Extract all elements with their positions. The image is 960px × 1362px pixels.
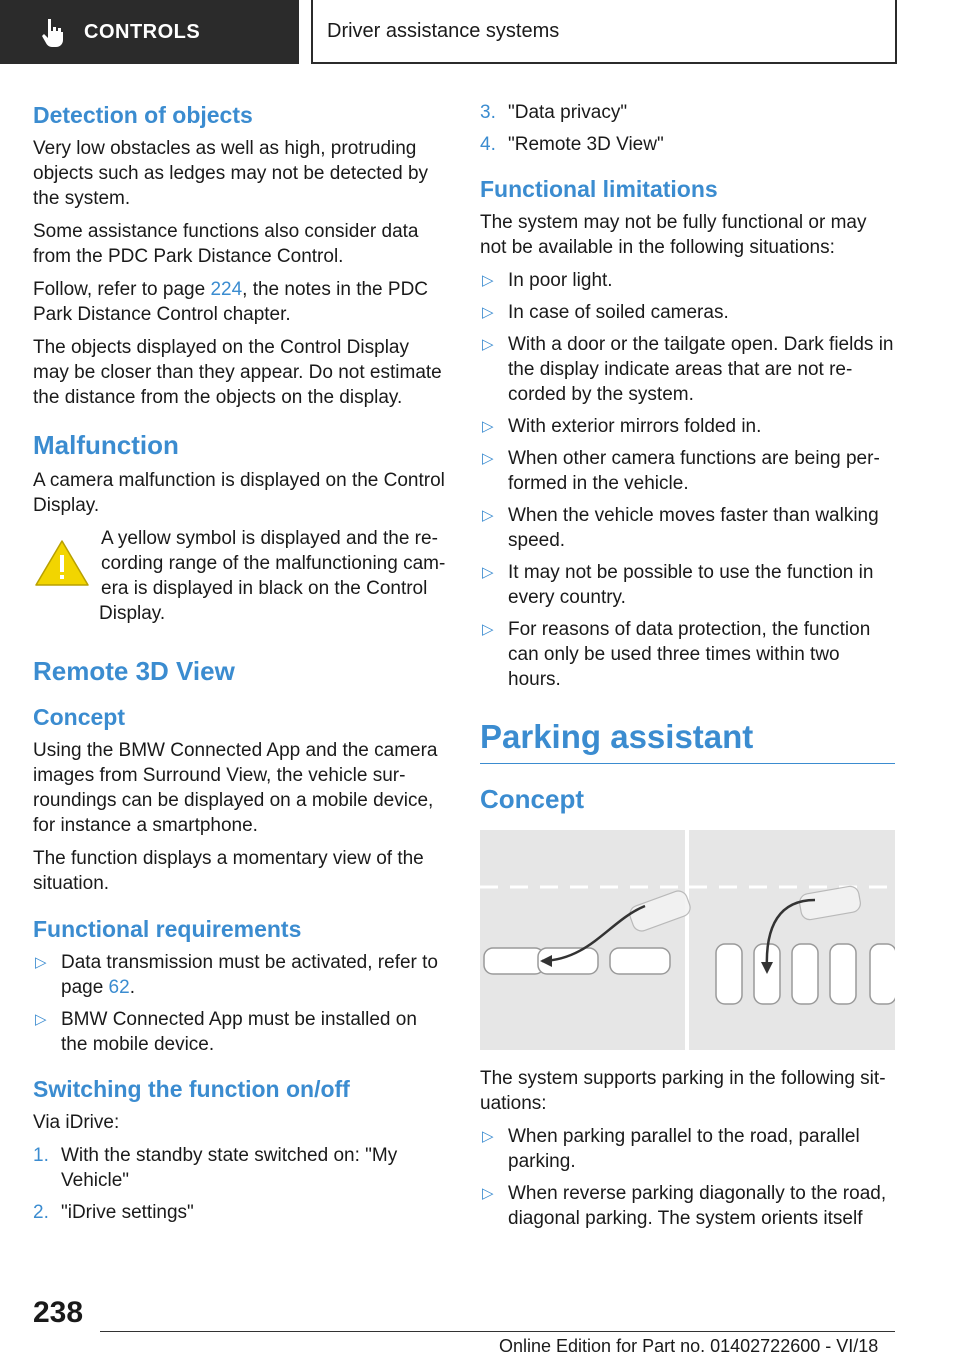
list-item <box>480 1181 895 1231</box>
triangle-bullet-icon: ▷ <box>482 418 494 435</box>
parking-illustration <box>480 830 895 1050</box>
parking-concept-heading: Concept <box>480 784 584 814</box>
remote-3d-heading: Remote 3D View <box>33 656 235 686</box>
step-number: 3. <box>480 102 496 123</box>
text: When reverse parking diagonally to the road, diagonal parking. The system orients itself <box>508 1183 887 1229</box>
triangle-bullet-icon: ▷ <box>482 621 494 638</box>
list-item <box>480 414 895 439</box>
text: With the standby state switched on: "My Vehicle" <box>61 1145 398 1191</box>
text: . <box>129 977 135 998</box>
triangle-bullet-icon: ▷ <box>482 450 494 467</box>
text: It may not be possible to use the function in every country. <box>508 562 874 608</box>
text: In case of soiled cameras. <box>508 302 729 323</box>
edition-text: Online Edition for Part no. 01402722600 - VI/18 <box>499 1336 879 1356</box>
list-item <box>480 617 895 692</box>
footer-divider <box>100 1331 895 1332</box>
text: In poor light. <box>508 270 613 291</box>
text: , the notes in the PDC Park Distance Control chapter. <box>33 279 429 325</box>
triangle-bullet-icon: ▷ <box>35 954 47 971</box>
page-link-224[interactable]: 224 <box>210 279 243 300</box>
requirements-heading: Functional requirements <box>33 916 302 942</box>
list-item <box>480 1124 895 1174</box>
list-item <box>33 1143 448 1193</box>
list-item <box>33 1200 448 1225</box>
left-column <box>33 100 448 1232</box>
remote-concept-paragraph-2: The function displays a momentary view of the situation. <box>33 848 424 894</box>
list-item <box>480 332 895 407</box>
hand-pointer-icon <box>40 17 66 47</box>
step-number: 4. <box>480 134 496 155</box>
text: "Remote 3D View" <box>508 134 664 155</box>
triangle-bullet-icon: ▷ <box>35 1011 47 1028</box>
limitations-heading: Functional limitations <box>480 176 718 202</box>
detection-paragraph-3 <box>33 277 448 327</box>
warning-note <box>33 526 448 626</box>
malfunction-paragraph: A camera malfunction is displayed on the Control Display. <box>33 470 445 516</box>
detection-paragraph-4: The objects displayed on the Control Display may be closer than they appear. Do not estimate the distance from the objects on the display. <box>33 337 442 408</box>
malfunction-heading: Malfunction <box>33 430 179 460</box>
remote-concept-paragraph-1: Using the BMW Connected App and the camera images from Surround View, the vehicle surroundings can be displayed on a mobile device, for instance a smartphone. <box>33 740 438 836</box>
step-number: 1. <box>33 1145 49 1166</box>
parking-assistant-heading: Parking assistant <box>480 718 754 755</box>
text: With exterior mirrors folded in. <box>508 416 762 437</box>
page-header <box>0 0 960 66</box>
switching-heading: Switching the function on/off <box>33 1076 350 1102</box>
supports-intro: The system supports parking in the following situations: <box>480 1068 886 1114</box>
triangle-bullet-icon: ▷ <box>482 564 494 581</box>
triangle-bullet-icon: ▷ <box>482 304 494 321</box>
list-item <box>480 560 895 610</box>
list-item <box>480 100 895 125</box>
text: When the vehicle moves faster than walking speed. <box>508 505 879 551</box>
triangle-bullet-icon: ▷ <box>482 1128 494 1145</box>
page-number: 238 <box>33 1296 84 1329</box>
page-link-62[interactable]: 62 <box>108 977 130 998</box>
detection-paragraph-2: Some assistance functions also consider data from the PDC Park Distance Control. <box>33 221 419 267</box>
limitations-intro: The system may not be fully functional or may not be available in the following situations: <box>480 212 867 258</box>
text: Data transmission must be activated, refer to page <box>61 952 438 998</box>
chapter-label: Driver assistance systems <box>327 19 560 42</box>
text: With a door or the tailgate open. Dark fields in the display indicate areas that are not recorded by the system. <box>508 334 894 405</box>
list-item <box>33 1007 448 1057</box>
remote-concept-heading: Concept <box>33 704 125 730</box>
text: "Data privacy" <box>508 102 628 123</box>
parking-heading-rule <box>480 715 895 764</box>
list-item <box>480 268 895 293</box>
list-item <box>33 950 448 1000</box>
text: For reasons of data protection, the function can only be used three times within two hours. <box>508 619 871 690</box>
detection-heading: Detection of objects <box>33 102 253 128</box>
list-item <box>480 300 895 325</box>
step-number: 2. <box>33 1202 49 1223</box>
right-column <box>480 100 895 1238</box>
supports-list <box>480 1124 895 1231</box>
detection-paragraph-1: Very low obstacles as well as high, protruding objects such as ledges may not be detected by the system. <box>33 138 429 209</box>
section-label: CONTROLS <box>84 20 201 43</box>
list-item <box>480 503 895 553</box>
triangle-bullet-icon: ▷ <box>482 336 494 353</box>
triangle-bullet-icon: ▷ <box>482 507 494 524</box>
requirements-list <box>33 950 448 1057</box>
text: BMW Connected App must be installed on the mobile device. <box>61 1009 417 1055</box>
section-tab[interactable] <box>0 0 299 64</box>
warning-text: A yellow symbol is displayed and the recording range of the malfunctioning camera is displayed in black on the Control Display. <box>99 528 446 624</box>
triangle-bullet-icon: ▷ <box>482 272 494 289</box>
switching-paragraph: Via iDrive: <box>33 1112 120 1133</box>
steps-list-continued <box>480 100 895 157</box>
limitations-list <box>480 268 895 692</box>
warning-triangle-icon <box>33 538 91 588</box>
text: Follow, refer to page <box>33 279 211 300</box>
steps-list <box>33 1143 448 1225</box>
text: "iDrive settings" <box>61 1202 194 1223</box>
triangle-bullet-icon: ▷ <box>482 1185 494 1202</box>
text: When parking parallel to the road, parallel parking. <box>508 1126 860 1172</box>
chapter-tab[interactable] <box>311 0 897 64</box>
list-item <box>480 132 895 157</box>
text: When other camera functions are being performed in the vehicle. <box>508 448 880 494</box>
list-item <box>480 446 895 496</box>
